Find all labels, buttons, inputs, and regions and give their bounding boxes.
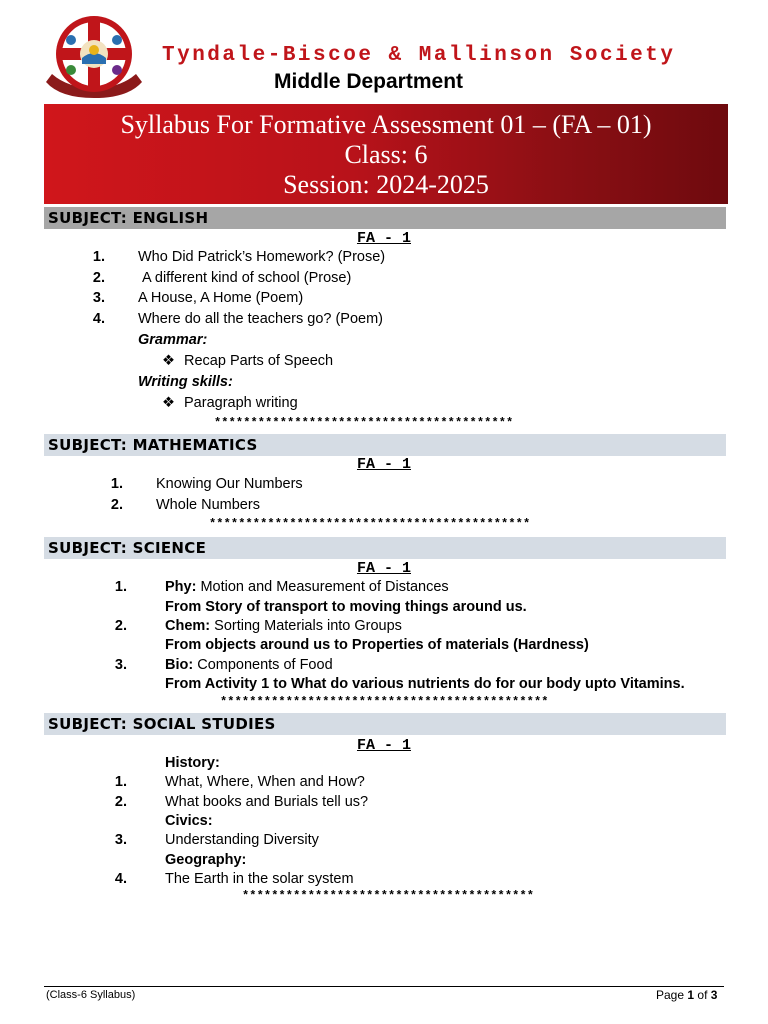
history-label: History:	[165, 755, 220, 771]
separator-stars: *****************************************	[214, 416, 514, 430]
social-fa-label: FA - 1	[356, 737, 411, 754]
banner-session: Session: 2024-2025	[283, 170, 489, 199]
list-item-detail: From Activity 1 to What do various nutrients do for our body upto Vitamins.	[165, 676, 685, 692]
list-item: A different kind of school (Prose)	[142, 270, 352, 286]
list-item: Whole Numbers	[156, 497, 260, 513]
list-item: What books and Burials tell us?	[165, 794, 369, 810]
list-number: 4.	[114, 871, 127, 887]
list-number: 4.	[92, 311, 105, 327]
list-number: 1.	[114, 774, 127, 790]
list-number: 1.	[110, 476, 123, 492]
list-item: The Earth in the solar system	[165, 871, 354, 887]
syllabus-banner	[44, 104, 728, 204]
list-number: 3.	[114, 832, 127, 848]
list-item-detail: From objects around us to Properties of materials (Hardness)	[165, 637, 589, 653]
school-crest-icon	[40, 12, 148, 102]
english-heading: SUBJECT: ENGLISH	[44, 207, 726, 229]
writing-skills-label: Writing skills:	[138, 374, 233, 390]
list-number: 1.	[114, 579, 127, 595]
list-item: Phy: Motion and Measurement of Distances	[165, 579, 449, 595]
list-number: 2.	[114, 794, 127, 810]
banner-class: Class: 6	[344, 140, 428, 169]
list-number: 3.	[114, 657, 127, 673]
list-item: Bio: Components of Food	[165, 657, 333, 673]
department-title: Middle Department	[274, 70, 464, 93]
list-item: Recap Parts of Speech	[184, 353, 334, 369]
diamond-bullet-icon: ❖	[162, 395, 175, 411]
list-item: Where do all the teachers go? (Poem)	[138, 311, 384, 327]
separator-stars: ****************************************	[242, 889, 535, 903]
list-item: A House, A Home (Poem)	[138, 290, 304, 306]
science-heading: SUBJECT: SCIENCE	[44, 537, 726, 559]
list-item: Paragraph writing	[184, 395, 298, 411]
list-item: Who Did Patrick’s Homework? (Prose)	[138, 249, 386, 265]
maths-fa-label: FA - 1	[356, 456, 411, 473]
footer-divider	[44, 986, 724, 987]
geography-label: Geography:	[165, 852, 247, 868]
maths-heading: SUBJECT: MATHEMATICS	[44, 434, 726, 456]
list-item-detail: From Story of transport to moving things around us.	[165, 599, 527, 615]
list-number: 2.	[92, 270, 105, 286]
separator-stars: *********************************************	[220, 695, 549, 709]
footer-left: (Class-6 Syllabus)	[46, 989, 136, 1001]
english-fa-label: FA - 1	[356, 230, 411, 247]
list-number: 2.	[110, 497, 123, 513]
science-fa-label: FA - 1	[356, 560, 411, 577]
list-number: 3.	[92, 290, 105, 306]
list-item: Knowing Our Numbers	[156, 476, 303, 492]
grammar-label: Grammar:	[138, 332, 208, 348]
separator-stars: ********************************************	[209, 517, 531, 531]
banner-title: Syllabus For Formative Assessment 01 – (FA – 01)	[120, 110, 652, 139]
list-item: What, Where, When and How?	[165, 774, 365, 790]
org-title: Tyndale-Biscoe & Mallinson Society	[162, 44, 676, 67]
civics-label: Civics:	[165, 813, 213, 829]
diamond-bullet-icon: ❖	[162, 353, 175, 369]
list-item: Understanding Diversity	[165, 832, 319, 848]
list-number: 1.	[92, 249, 105, 265]
social-heading: SUBJECT: SOCIAL STUDIES	[44, 713, 726, 735]
page-number: Page 1 of 3	[656, 988, 718, 1002]
list-item: Chem: Sorting Materials into Groups	[165, 618, 402, 634]
list-number: 2.	[114, 618, 127, 634]
